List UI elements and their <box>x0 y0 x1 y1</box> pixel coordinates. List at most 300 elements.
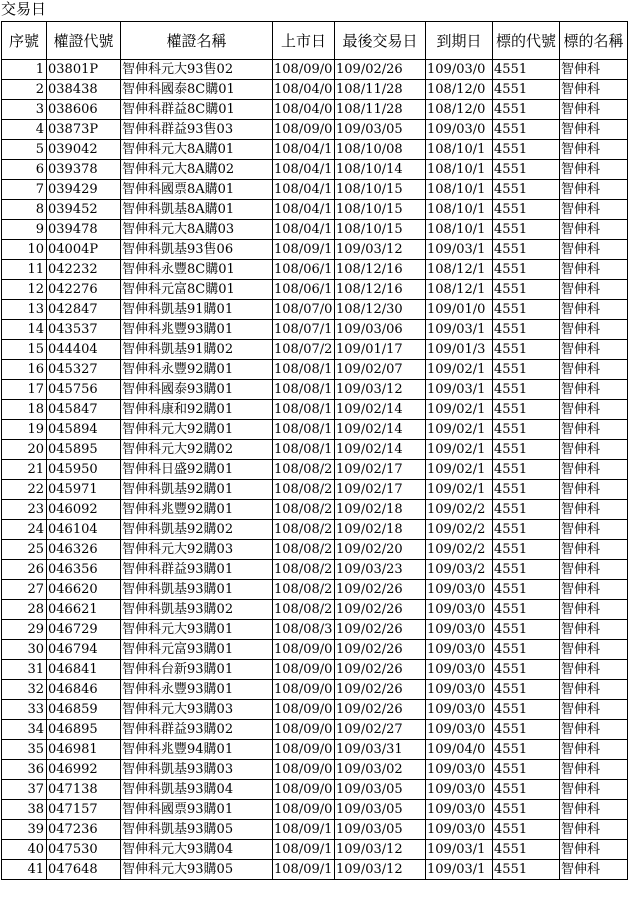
cell-last-trading-date: 109/02/07 <box>335 360 426 380</box>
cell-last-trading-date: 109/03/06 <box>335 320 426 340</box>
cell-underlying-code: 4551 <box>493 620 560 640</box>
cell-underlying-code: 4551 <box>493 500 560 520</box>
table-row <box>2 400 628 420</box>
cell-seq: 29 <box>2 620 47 640</box>
cell-underlying-name: 智伸科 <box>560 380 628 400</box>
cell-listing-date: 108/09/0 <box>273 800 335 820</box>
cell-warrant-code: 046992 <box>47 760 121 780</box>
cell-expiry-date: 108/12/0 <box>426 100 493 120</box>
cell-seq: 37 <box>2 780 47 800</box>
cell-seq: 21 <box>2 460 47 480</box>
cell-seq: 5 <box>2 140 47 160</box>
cell-last-trading-date: 109/02/26 <box>335 640 426 660</box>
cell-last-trading-date: 109/02/26 <box>335 600 426 620</box>
cell-listing-date: 108/08/2 <box>273 560 335 580</box>
cell-underlying-code: 4551 <box>493 240 560 260</box>
cell-warrant-name: 智伸科國泰93購01 <box>121 380 273 400</box>
cell-underlying-name: 智伸科 <box>560 580 628 600</box>
cell-underlying-name: 智伸科 <box>560 400 628 420</box>
cell-last-trading-date: 108/11/28 <box>335 100 426 120</box>
cell-expiry-date: 109/02/2 <box>426 520 493 540</box>
cell-last-trading-date: 109/02/14 <box>335 440 426 460</box>
cell-underlying-name: 智伸科 <box>560 520 628 540</box>
table-row <box>2 720 628 740</box>
cell-expiry-date: 108/12/1 <box>426 280 493 300</box>
cell-warrant-name: 智伸科元大93購01 <box>121 620 273 640</box>
cell-warrant-name: 智伸科兆豐93購01 <box>121 320 273 340</box>
cell-underlying-code: 4551 <box>493 580 560 600</box>
cell-seq: 16 <box>2 360 47 380</box>
cell-warrant-name: 智伸科凱基92購01 <box>121 480 273 500</box>
cell-expiry-date: 109/03/0 <box>426 780 493 800</box>
cell-underlying-name: 智伸科 <box>560 80 628 100</box>
cell-underlying-name: 智伸科 <box>560 280 628 300</box>
cell-listing-date: 108/08/2 <box>273 580 335 600</box>
cell-underlying-code: 4551 <box>493 280 560 300</box>
cell-listing-date: 108/09/1 <box>273 820 335 840</box>
cell-warrant-code: 046104 <box>47 520 121 540</box>
cell-seq: 12 <box>2 280 47 300</box>
cell-underlying-name: 智伸科 <box>560 300 628 320</box>
table-row <box>2 220 628 240</box>
cell-underlying-name: 智伸科 <box>560 60 628 80</box>
cell-listing-date: 108/07/2 <box>273 340 335 360</box>
table-body <box>2 60 628 880</box>
cell-underlying-name: 智伸科 <box>560 160 628 180</box>
table-row <box>2 240 628 260</box>
cell-last-trading-date: 109/02/18 <box>335 520 426 540</box>
cell-seq: 10 <box>2 240 47 260</box>
cell-warrant-name: 智伸科國票8A購01 <box>121 180 273 200</box>
cell-warrant-code: 039378 <box>47 160 121 180</box>
cell-warrant-name: 智伸科凱基91購02 <box>121 340 273 360</box>
cell-underlying-name: 智伸科 <box>560 560 628 580</box>
cell-last-trading-date: 109/02/14 <box>335 420 426 440</box>
cell-expiry-date: 108/12/1 <box>426 260 493 280</box>
cell-seq: 36 <box>2 760 47 780</box>
table-row <box>2 840 628 860</box>
cell-last-trading-date: 108/10/08 <box>335 140 426 160</box>
cell-underlying-code: 4551 <box>493 540 560 560</box>
cell-underlying-code: 4551 <box>493 160 560 180</box>
cell-underlying-code: 4551 <box>493 380 560 400</box>
table-row <box>2 620 628 640</box>
cell-last-trading-date: 109/02/17 <box>335 480 426 500</box>
cell-listing-date: 108/09/0 <box>273 60 335 80</box>
cell-last-trading-date: 108/10/15 <box>335 220 426 240</box>
cell-underlying-name: 智伸科 <box>560 840 628 860</box>
cell-last-trading-date: 109/03/12 <box>335 240 426 260</box>
cell-listing-date: 108/04/1 <box>273 220 335 240</box>
cell-expiry-date: 109/03/1 <box>426 320 493 340</box>
cell-underlying-code: 4551 <box>493 60 560 80</box>
cell-seq: 26 <box>2 560 47 580</box>
cell-warrant-name: 智伸科群益93售03 <box>121 120 273 140</box>
cell-last-trading-date: 109/03/12 <box>335 860 426 880</box>
cell-underlying-code: 4551 <box>493 340 560 360</box>
cell-underlying-name: 智伸科 <box>560 480 628 500</box>
cell-expiry-date: 109/03/0 <box>426 660 493 680</box>
table-header <box>2 22 628 60</box>
cell-warrant-name: 智伸科凱基93售06 <box>121 240 273 260</box>
cell-listing-date: 108/08/1 <box>273 440 335 460</box>
cell-underlying-code: 4551 <box>493 460 560 480</box>
cell-listing-date: 108/09/0 <box>273 640 335 660</box>
cell-warrant-code: 046981 <box>47 740 121 760</box>
cell-expiry-date: 109/03/0 <box>426 60 493 80</box>
cell-expiry-date: 108/10/1 <box>426 200 493 220</box>
cell-seq: 1 <box>2 60 47 80</box>
cell-seq: 3 <box>2 100 47 120</box>
table-row <box>2 160 628 180</box>
cell-underlying-code: 4551 <box>493 520 560 540</box>
cell-warrant-code: 046895 <box>47 720 121 740</box>
header-listing-date: 上市日 <box>273 22 335 60</box>
cell-last-trading-date: 109/02/26 <box>335 680 426 700</box>
cell-seq: 27 <box>2 580 47 600</box>
cell-listing-date: 108/09/0 <box>273 680 335 700</box>
cell-warrant-code: 047138 <box>47 780 121 800</box>
cell-underlying-code: 4551 <box>493 600 560 620</box>
cell-underlying-name: 智伸科 <box>560 220 628 240</box>
cell-listing-date: 108/08/2 <box>273 500 335 520</box>
cell-underlying-name: 智伸科 <box>560 760 628 780</box>
cell-underlying-name: 智伸科 <box>560 240 628 260</box>
cell-last-trading-date: 109/03/12 <box>335 380 426 400</box>
cell-last-trading-date: 109/03/05 <box>335 800 426 820</box>
cell-last-trading-date: 109/03/12 <box>335 840 426 860</box>
cell-expiry-date: 109/03/2 <box>426 560 493 580</box>
cell-expiry-date: 109/02/1 <box>426 400 493 420</box>
cell-underlying-code: 4551 <box>493 740 560 760</box>
cell-expiry-date: 108/10/1 <box>426 220 493 240</box>
cell-warrant-code: 042847 <box>47 300 121 320</box>
cell-warrant-name: 智伸科群益93購02 <box>121 720 273 740</box>
cell-warrant-name: 智伸科永豐93購01 <box>121 680 273 700</box>
cell-listing-date: 108/09/0 <box>273 720 335 740</box>
cell-seq: 39 <box>2 820 47 840</box>
cell-underlying-name: 智伸科 <box>560 140 628 160</box>
cell-seq: 22 <box>2 480 47 500</box>
cell-listing-date: 108/06/1 <box>273 260 335 280</box>
cell-seq: 20 <box>2 440 47 460</box>
cell-underlying-name: 智伸科 <box>560 500 628 520</box>
cell-listing-date: 108/09/0 <box>273 700 335 720</box>
cell-last-trading-date: 109/02/26 <box>335 700 426 720</box>
cell-underlying-code: 4551 <box>493 800 560 820</box>
cell-seq: 30 <box>2 640 47 660</box>
cell-warrant-name: 智伸科元富93購01 <box>121 640 273 660</box>
table-row <box>2 360 628 380</box>
cell-listing-date: 108/04/1 <box>273 160 335 180</box>
cell-underlying-code: 4551 <box>493 720 560 740</box>
header-row <box>2 22 628 60</box>
header-warrant-name: 權證名稱 <box>121 22 273 60</box>
cell-expiry-date: 108/10/1 <box>426 160 493 180</box>
cell-listing-date: 108/04/1 <box>273 180 335 200</box>
table-row <box>2 180 628 200</box>
table-row <box>2 100 628 120</box>
cell-expiry-date: 109/03/0 <box>426 760 493 780</box>
table-row <box>2 800 628 820</box>
cell-seq: 31 <box>2 660 47 680</box>
cell-underlying-name: 智伸科 <box>560 420 628 440</box>
cell-underlying-name: 智伸科 <box>560 540 628 560</box>
cell-underlying-name: 智伸科 <box>560 100 628 120</box>
cell-listing-date: 108/08/1 <box>273 360 335 380</box>
cell-listing-date: 108/08/2 <box>273 600 335 620</box>
table-row <box>2 260 628 280</box>
cell-warrant-code: 046326 <box>47 540 121 560</box>
cell-warrant-code: 046092 <box>47 500 121 520</box>
cell-last-trading-date: 109/02/26 <box>335 660 426 680</box>
cell-seq: 14 <box>2 320 47 340</box>
cell-last-trading-date: 109/03/05 <box>335 120 426 140</box>
cell-last-trading-date: 108/10/14 <box>335 160 426 180</box>
cell-warrant-code: 045895 <box>47 440 121 460</box>
cell-underlying-name: 智伸科 <box>560 460 628 480</box>
cell-last-trading-date: 109/02/26 <box>335 580 426 600</box>
cell-seq: 32 <box>2 680 47 700</box>
cell-warrant-name: 智伸科凱基93購01 <box>121 580 273 600</box>
cell-seq: 2 <box>2 80 47 100</box>
table-row <box>2 600 628 620</box>
cell-underlying-code: 4551 <box>493 320 560 340</box>
cell-seq: 35 <box>2 740 47 760</box>
cell-warrant-name: 智伸科國票93購01 <box>121 800 273 820</box>
table-row <box>2 760 628 780</box>
cell-underlying-code: 4551 <box>493 220 560 240</box>
cell-seq: 4 <box>2 120 47 140</box>
cell-underlying-name: 智伸科 <box>560 680 628 700</box>
cell-underlying-code: 4551 <box>493 820 560 840</box>
table-row <box>2 580 628 600</box>
cell-warrant-name: 智伸科元大93售02 <box>121 60 273 80</box>
cell-listing-date: 108/08/1 <box>273 420 335 440</box>
cell-warrant-name: 智伸科台新93購01 <box>121 660 273 680</box>
cell-last-trading-date: 109/02/26 <box>335 60 426 80</box>
cell-expiry-date: 109/02/2 <box>426 540 493 560</box>
table-row <box>2 380 628 400</box>
cell-warrant-code: 045756 <box>47 380 121 400</box>
cell-warrant-name: 智伸科永豐92購01 <box>121 360 273 380</box>
cell-listing-date: 108/06/1 <box>273 280 335 300</box>
cell-listing-date: 108/08/1 <box>273 380 335 400</box>
cell-warrant-name: 智伸科國泰8C購01 <box>121 80 273 100</box>
cell-underlying-name: 智伸科 <box>560 740 628 760</box>
cell-warrant-code: 046621 <box>47 600 121 620</box>
cell-underlying-code: 4551 <box>493 440 560 460</box>
cell-last-trading-date: 109/02/18 <box>335 500 426 520</box>
cell-underlying-code: 4551 <box>493 180 560 200</box>
cell-warrant-name: 智伸科凱基93購05 <box>121 820 273 840</box>
cell-expiry-date: 109/02/1 <box>426 460 493 480</box>
cell-warrant-code: 044404 <box>47 340 121 360</box>
cell-expiry-date: 109/03/0 <box>426 820 493 840</box>
cell-underlying-name: 智伸科 <box>560 720 628 740</box>
table-row <box>2 340 628 360</box>
cell-last-trading-date: 109/02/14 <box>335 400 426 420</box>
cell-warrant-code: 039452 <box>47 200 121 220</box>
table-row <box>2 780 628 800</box>
cell-expiry-date: 109/03/0 <box>426 800 493 820</box>
cell-underlying-code: 4551 <box>493 360 560 380</box>
cell-warrant-code: 042276 <box>47 280 121 300</box>
cell-underlying-name: 智伸科 <box>560 780 628 800</box>
cell-last-trading-date: 108/10/15 <box>335 180 426 200</box>
table-row <box>2 660 628 680</box>
cell-underlying-name: 智伸科 <box>560 340 628 360</box>
cell-expiry-date: 109/03/1 <box>426 860 493 880</box>
cell-expiry-date: 109/03/1 <box>426 840 493 860</box>
table-row <box>2 300 628 320</box>
cell-expiry-date: 109/01/0 <box>426 300 493 320</box>
cell-expiry-date: 109/02/1 <box>426 360 493 380</box>
cell-warrant-code: 039042 <box>47 140 121 160</box>
cell-expiry-date: 109/03/1 <box>426 240 493 260</box>
cell-underlying-name: 智伸科 <box>560 820 628 840</box>
cell-underlying-code: 4551 <box>493 560 560 580</box>
cell-last-trading-date: 109/03/05 <box>335 780 426 800</box>
table-row <box>2 440 628 460</box>
header-seq: 序號 <box>2 22 47 60</box>
cell-warrant-name: 智伸科元大8A購01 <box>121 140 273 160</box>
cell-expiry-date: 109/02/2 <box>426 500 493 520</box>
cell-last-trading-date: 109/02/26 <box>335 620 426 640</box>
cell-seq: 7 <box>2 180 47 200</box>
cell-listing-date: 108/09/1 <box>273 840 335 860</box>
table-row <box>2 420 628 440</box>
cell-expiry-date: 109/01/3 <box>426 340 493 360</box>
table-row <box>2 500 628 520</box>
cell-warrant-name: 智伸科日盛92購01 <box>121 460 273 480</box>
table-row <box>2 480 628 500</box>
table-row <box>2 540 628 560</box>
cell-underlying-name: 智伸科 <box>560 860 628 880</box>
cell-warrant-code: 03801P <box>47 60 121 80</box>
cell-seq: 6 <box>2 160 47 180</box>
warrant-table <box>1 21 628 880</box>
cell-last-trading-date: 108/11/28 <box>335 80 426 100</box>
cell-underlying-code: 4551 <box>493 140 560 160</box>
cell-listing-date: 108/09/0 <box>273 120 335 140</box>
cell-warrant-code: 045847 <box>47 400 121 420</box>
cell-warrant-name: 智伸科兆豐94購01 <box>121 740 273 760</box>
cell-warrant-code: 045971 <box>47 480 121 500</box>
sheet-title: 交易日 <box>1 0 47 18</box>
cell-seq: 17 <box>2 380 47 400</box>
cell-listing-date: 108/08/3 <box>273 620 335 640</box>
table-row <box>2 320 628 340</box>
cell-underlying-code: 4551 <box>493 860 560 880</box>
table-row <box>2 60 628 80</box>
cell-seq: 33 <box>2 700 47 720</box>
cell-warrant-code: 047648 <box>47 860 121 880</box>
cell-listing-date: 108/08/2 <box>273 520 335 540</box>
cell-seq: 15 <box>2 340 47 360</box>
cell-underlying-code: 4551 <box>493 420 560 440</box>
cell-expiry-date: 109/04/0 <box>426 740 493 760</box>
cell-listing-date: 108/04/1 <box>273 140 335 160</box>
cell-warrant-code: 047157 <box>47 800 121 820</box>
table-row <box>2 200 628 220</box>
cell-warrant-name: 智伸科凱基93購02 <box>121 600 273 620</box>
cell-warrant-name: 智伸科凱基93購04 <box>121 780 273 800</box>
cell-warrant-code: 047530 <box>47 840 121 860</box>
cell-underlying-code: 4551 <box>493 260 560 280</box>
cell-last-trading-date: 108/12/30 <box>335 300 426 320</box>
cell-listing-date: 108/09/0 <box>273 780 335 800</box>
cell-warrant-name: 智伸科元大8A購02 <box>121 160 273 180</box>
cell-expiry-date: 109/03/0 <box>426 640 493 660</box>
cell-listing-date: 108/07/0 <box>273 300 335 320</box>
cell-underlying-name: 智伸科 <box>560 320 628 340</box>
cell-underlying-code: 4551 <box>493 760 560 780</box>
cell-warrant-code: 046841 <box>47 660 121 680</box>
cell-warrant-code: 046846 <box>47 680 121 700</box>
cell-warrant-code: 038606 <box>47 100 121 120</box>
cell-warrant-code: 045327 <box>47 360 121 380</box>
cell-last-trading-date: 108/12/16 <box>335 280 426 300</box>
cell-underlying-code: 4551 <box>493 200 560 220</box>
table-row <box>2 560 628 580</box>
cell-warrant-code: 039429 <box>47 180 121 200</box>
header-underlying-code: 標的代號 <box>493 22 560 60</box>
cell-warrant-name: 智伸科群益8C購01 <box>121 100 273 120</box>
cell-expiry-date: 108/10/1 <box>426 180 493 200</box>
cell-last-trading-date: 109/01/17 <box>335 340 426 360</box>
cell-last-trading-date: 109/03/02 <box>335 760 426 780</box>
cell-warrant-code: 046356 <box>47 560 121 580</box>
cell-expiry-date: 109/02/1 <box>426 440 493 460</box>
cell-seq: 40 <box>2 840 47 860</box>
cell-seq: 13 <box>2 300 47 320</box>
cell-underlying-name: 智伸科 <box>560 620 628 640</box>
cell-underlying-code: 4551 <box>493 680 560 700</box>
cell-warrant-name: 智伸科元富8C購01 <box>121 280 273 300</box>
cell-last-trading-date: 109/03/23 <box>335 560 426 580</box>
cell-listing-date: 108/08/2 <box>273 460 335 480</box>
table-row <box>2 680 628 700</box>
cell-underlying-name: 智伸科 <box>560 200 628 220</box>
cell-underlying-code: 4551 <box>493 660 560 680</box>
cell-underlying-name: 智伸科 <box>560 800 628 820</box>
table-row <box>2 820 628 840</box>
cell-seq: 11 <box>2 260 47 280</box>
cell-seq: 38 <box>2 800 47 820</box>
cell-listing-date: 108/09/0 <box>273 660 335 680</box>
cell-warrant-code: 046620 <box>47 580 121 600</box>
header-expiry-date: 到期日 <box>426 22 493 60</box>
cell-expiry-date: 109/03/1 <box>426 380 493 400</box>
cell-expiry-date: 108/12/0 <box>426 80 493 100</box>
cell-seq: 28 <box>2 600 47 620</box>
cell-underlying-name: 智伸科 <box>560 440 628 460</box>
cell-expiry-date: 109/03/0 <box>426 620 493 640</box>
cell-warrant-code: 046794 <box>47 640 121 660</box>
cell-warrant-code: 046859 <box>47 700 121 720</box>
cell-warrant-name: 智伸科元大93購04 <box>121 840 273 860</box>
cell-underlying-name: 智伸科 <box>560 700 628 720</box>
cell-warrant-name: 智伸科永豐8C購01 <box>121 260 273 280</box>
cell-last-trading-date: 109/03/31 <box>335 740 426 760</box>
cell-warrant-code: 047236 <box>47 820 121 840</box>
cell-warrant-name: 智伸科兆豐92購01 <box>121 500 273 520</box>
cell-last-trading-date: 108/12/16 <box>335 260 426 280</box>
cell-underlying-code: 4551 <box>493 120 560 140</box>
table-row <box>2 700 628 720</box>
cell-seq: 9 <box>2 220 47 240</box>
